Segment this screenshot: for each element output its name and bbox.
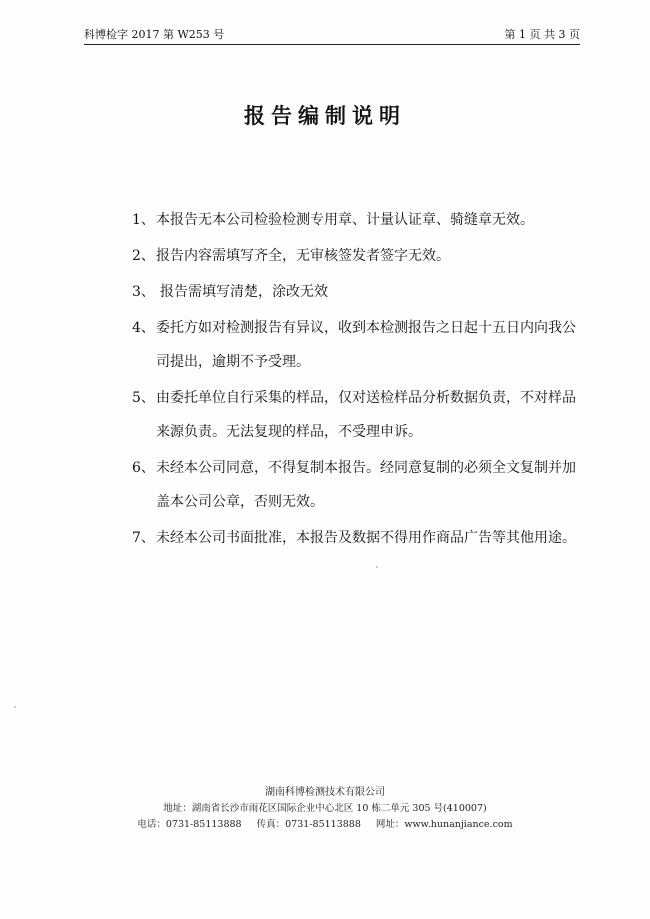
item-text: 报告需填写清楚，涂改无效 [160,284,328,300]
item-number: 5、 [132,390,155,406]
item-text: 未经本公司书面批准，本报告及数据不得用作商品广告等其他用途。 [156,530,576,546]
item-text: 未经本公司同意，不得复制本报告。经同意复制的必须全文复制并加盖本公司公章，否则无效。 [156,460,576,510]
instruction-list [132,203,587,557]
company-address: 地址：湖南省长沙市雨花区国际企业中心北区 10 栋二单元 305 号(410007) [163,803,487,814]
page-header [84,24,580,42]
item-number: 2、 [132,248,155,264]
list-item [132,203,587,237]
list-item [132,311,587,379]
header-divider [84,44,580,45]
item-number: 7、 [132,530,155,546]
item-text: 报告内容需填写齐全，无审核签发者签字无效。 [156,248,450,264]
fax-number: 传真：0731-85113888 [256,819,361,830]
website-link[interactable]: 网址：www.hunanjiance.com [375,819,513,830]
phone-number: 电话：0731-85113888 [137,819,242,830]
item-text: 本报告无本公司检验检测专用章、计量认证章、骑缝章无效。 [156,212,534,228]
list-item [132,451,587,519]
item-text: 委托方如对检测报告有异议，收到本检测报告之日起十五日内向我公司提出，逾期不予受理。 [156,320,576,370]
item-text: 由委托单位自行采集的样品，仅对送检样品分析数据负责，不对样品来源负责。无法复现的样品，不受理申诉。 [156,390,576,440]
list-item [132,381,587,449]
item-number: 4、 [132,320,155,336]
item-number: 1、 [132,212,155,228]
report-number: 科博检字 2017 第 W253 号 [84,28,225,41]
list-item [132,275,587,309]
item-number: 3、 [132,284,155,300]
scan-speck [376,566,378,568]
page-title: 报告编制说明 [244,104,406,128]
company-name: 湖南科博检测技术有限公司 [265,787,385,798]
page-indicator: 第 1 页 共 3 页 [504,28,580,41]
scan-speck [14,706,16,708]
list-item [132,521,587,555]
contact-line [0,817,650,833]
item-number: 6、 [132,460,155,476]
list-item [132,239,587,273]
page-footer [0,785,650,833]
